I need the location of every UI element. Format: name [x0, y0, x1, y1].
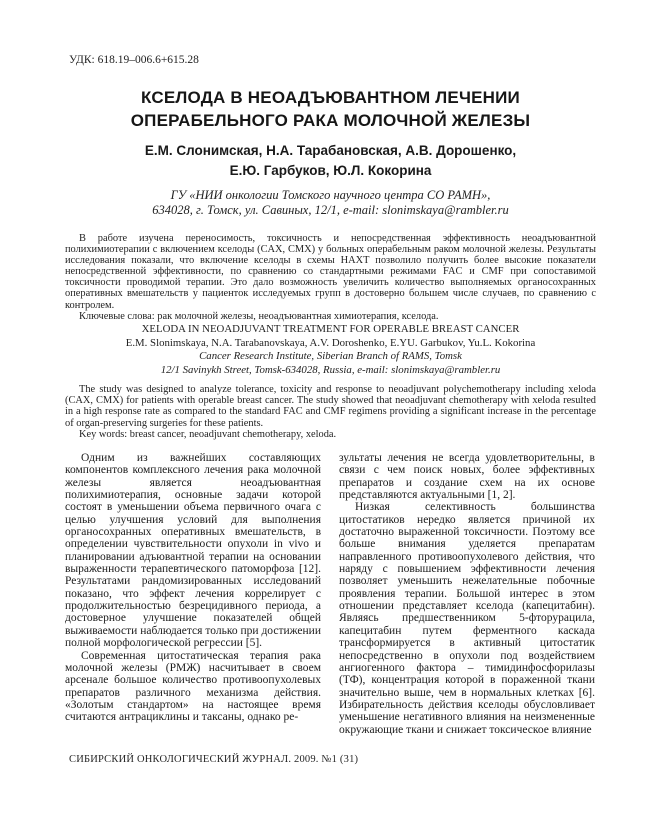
affiliation-ru-line2: 634028, г. Томск, ул. Савиных, 12/1, e-mail: slonimskaya@rambler.ru [152, 202, 509, 217]
affiliation-ru-line1: ГУ «НИИ онкологии Томского научного центра СО РАМН», [170, 188, 491, 202]
udc-code: УДК: 618.19–006.6+615.28 [69, 54, 199, 66]
affiliation-en-line2: 12/1 Savinykh Street, Tomsk-634028, Russia, e-mail: slonimskaya@rambler.ru [160, 363, 501, 376]
abstract-ru-text: В работе изучена переносимость, токсичность и непосредственная эффективность неоадъювантной полихимиотерапии с включением кселоды (CAX, CMX) у больных операбельным раком молочной железы. Результаты исследования показали, что включение кселоды в схемы НАХТ позволило получить более высокие показатели непосредственной эффективности, по сравнению со стандартными режимами FAC и CMF при сопоставимой токсичности проводимой терапии. Это дало возможность увеличить количество выполняемых органосохранных оперативных вмешательств у пациенток исследуемых групп в достоверно большем числе случаев, по сравнению с контролем. [65, 233, 596, 311]
journal-footer: СИБИРСКИЙ ОНКОЛОГИЧЕСКИЙ ЖУРНАЛ. 2009. №1 (31) [69, 754, 359, 765]
body-paragraph: Низкая селективность большинства цитостатиков нередко является причиной их достаточно выраженной токсичности. Поэтому все больше внимания уделяется препаратам направленного противоопухолевого действия, что наряду с повышением эффективности лечения позволяет уменьшить нежелательные побочные проявления терапии. Большой интерес в этом отношении представляет кселода (капецитабин). Являясь предшественником 5-фторурацила, капецитабин путем ферментного каскада трансформируется в активный цитостатик непосредственно в опухоли под воздействием ангиогенного фактора – тимидинфосфорилазы (ТФ), концентрация которой в пораженной ткани значительно выше, чем в нормальных клетках [6]. Избирательность действия кселоды обусловливает уменьшение негативного влияния на неизмененные окружающие ткани и снижает токсическое влияние [339, 501, 595, 736]
article-title-ru-line2: ОПЕРАБЕЛЬНОГО РАКА МОЛОЧНОЙ ЖЕЛЕЗЫ [130, 111, 531, 130]
affiliation-ru [65, 188, 596, 217]
body-paragraph: Современная цитостатическая терапия рака молочной железы (РМЖ) насчитывает в своем арсенале большое количество противоопухолевых препаратов различного механизма действия. «Золотым стандартом» на настоящее время считаются антрациклины и таксаны, однако ре- [65, 649, 321, 724]
body-column-right [339, 452, 595, 736]
abstract-ru [65, 233, 596, 322]
authors-ru-line2: Е.Ю. Гарбуков, Ю.Л. Кокорина [229, 163, 432, 178]
body-paragraph: зультаты лечения не всегда удовлетворительны, в связи с чем поиск новых, более эффективных препаратов и создание схем на их основе представляются актуальными [1, 2]. [339, 452, 595, 502]
keywords-ru: Ключевые слова: рак молочной железы, неоадъювантная химиотерапия, кселода. [79, 310, 439, 322]
abstract-en [65, 384, 596, 440]
authors-ru [65, 141, 596, 181]
body-column-left [65, 452, 321, 736]
authors-ru-line1: Е.М. Слонимская, Н.А. Тарабановская, А.В. Дорошенко, [144, 143, 517, 158]
authors-en: E.M. Slonimskaya, N.A. Tarabanovskaya, A.V. Doroshenko, E.YU. Garbukov, Yu.L. Kokorina [125, 336, 536, 349]
affiliation-en-line1: Cancer Research Institute, Siberian Branch of RAMS, Tomsk [199, 350, 462, 363]
body-columns [65, 452, 596, 736]
article-title-en: XELODA IN NEOADJUVANT TREATMENT FOR OPERABLE BREAST CANCER [141, 323, 520, 335]
article-title-ru-line1: КСЕЛОДА В НЕОАДЪЮВАНТНОМ ЛЕЧЕНИИ [141, 88, 520, 107]
abstract-en-text: The study was designed to analyze tolerance, toxicity and response to neoadjuvant polychemotherapy including xeloda (CAX, CMX) for patients with operable breast cancer. The study showed that neoadjuvant chemotherapy with xeloda resulted in a high response rate as compared to the standard FAC and CMF regimens providing a significant increase in the percentage of organ-preserving surgeries for these patients. [65, 384, 596, 429]
body-paragraph: Одним из важнейших составляющих компонентов комплексного лечения рака молочной железы является неоадъювантная полихимиотерапия, основные задачи которой состоят в уменьшении объема первичного очага с целью улучшения условий для выполнения органосохранных оперативных вмешательств, в определении чувствительности опухоли in vivo и планировании адъювантной терапии на основании выраженности терапевтического патоморфоза [12]. Результатами рандомизированных исследований показано, что эффект лечения коррелирует с продолжительностью безрецидивного периода, а достоверное улучшение показателей общей выживаемости наблюдается только при достижении полной морфологической регрессии [5]. [65, 452, 321, 650]
english-heading-block [65, 323, 596, 377]
article-title-ru [65, 86, 596, 132]
keywords-en: Key words: breast cancer, neoadjuvant chemotherapy, xeloda. [79, 428, 337, 440]
